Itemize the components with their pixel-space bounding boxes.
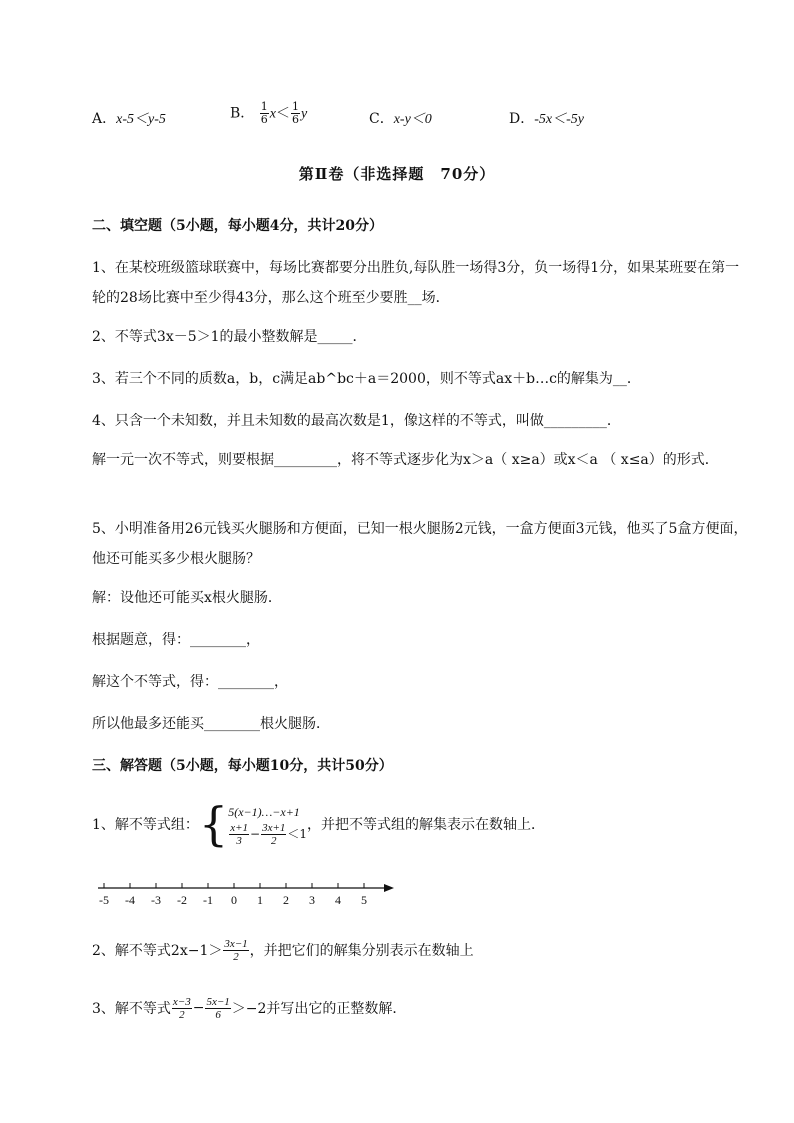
number-line-ticks [99,883,367,907]
section3-q2-fraction: $\frac{3x-1}{2}$ [224,937,248,963]
section3-q1-prefix: 1、解不等式组： [92,817,199,833]
number-line-tick-label: -2 [177,893,187,907]
number-line [92,878,402,908]
option-c-label: C． [369,111,394,127]
number-line-arrow-icon [384,884,394,892]
section2-q5-solution-2: 根据题意，得：________， [92,632,260,648]
section3-q3-fraction-1: $\frac{x-3}{2}$ [172,995,191,1021]
number-line-tick-label: -3 [151,893,161,907]
option-b-label: B． [230,105,255,122]
option-a-label: A． [92,111,117,127]
number-line-tick-label: 1 [257,893,263,907]
system-row-2 [228,822,307,847]
section3-q2-prefix: 2、解不等式2x−1＞ [92,943,223,959]
option-d [509,108,584,128]
option-c-expr: x-y＜0 [393,112,432,127]
section2-q4-line2: 解一元一次不等式，则要根据_________，将不等式逐步化为x＞a（ x≥a）或x＜a （ x≤a）的形式． [92,452,719,468]
section3-q3-prefix: 3、解不等式 [92,1001,171,1017]
option-b [230,101,307,126]
section2-q1: 1、在某校班级篮球联赛中，每场比赛都要分出胜负,每队胜一场得3分，负一场得1分，如果某班要在第一轮的28场比赛中至少得43分，那么这个班至少要胜__场． [92,260,740,306]
number-line-tick-label: -4 [125,893,135,907]
option-b-lhs-var: x [269,106,276,122]
number-line-tick-label: -1 [203,893,213,907]
section3-q3 [92,990,406,1026]
option-d-label: D． [509,111,535,127]
number-line-tick-label: 2 [283,893,289,907]
section3-heading: 三、解答题（5小题，每小题10分，共计50分） [92,758,393,774]
system-row-2-tail: ＜1 [287,826,308,841]
system-row-1: 5(x−1)…−x+1 [228,804,300,819]
option-a [92,108,166,128]
number-line-tick-label: 0 [231,893,237,907]
section3-q2 [92,932,474,968]
part-title: 第Ⅱ卷（非选择题 70分） [298,165,496,183]
brace-icon: { [198,797,229,851]
section3-q2-suffix: ，并把它们的解集分别表示在数轴上 [249,943,474,959]
option-b-op: ＜ [275,105,290,122]
section3-q3-fraction-2: $\frac{5x-1}{6}$ [206,995,230,1021]
number-line-tick-label: -5 [99,893,109,907]
system-row-2-fraction-1: $\frac{x+1}{3}$ [230,821,249,847]
number-line-tick-label: 3 [309,893,315,907]
option-a-expr: x-5＜y-5 [116,112,166,127]
option-b-fraction-2: $\frac{1}{6}$ [291,100,299,126]
option-d-expr: -5x＜-5y [534,112,584,127]
section3-q1 [92,794,545,854]
section2-q2: 2、不等式3x－5＞1的最小整数解是_____． [92,329,367,345]
section2-q5-solution-4: 所以他最多还能买________根火腿肠． [92,716,330,732]
section2-q4-line1: 4、只含一个未知数，并且未知数的最高次数是1，像这样的不等式，叫做_________． [92,413,621,429]
section2-q5-solution-1: 解：设他还可能买x根火腿肠． [92,590,282,606]
section2-q3: 3、若三个不同的质数a，b，c满足ab^bc＋a＝2000，则不等式ax＋b…c的解集为__． [92,371,641,387]
option-c [369,108,432,128]
system-row-2-minus: − [250,826,261,841]
number-line-tick-label: 4 [335,893,341,907]
section2-q5-solution-3: 解这个不等式，得：________， [92,674,288,690]
system-row-2-fraction-2: $\frac{3x+1}{2}$ [262,821,286,847]
option-b-rhs-var: y [300,106,308,122]
section2-q5: 5、小明准备用26元钱买火腿肠和方便面，已知一根火腿肠2元钱，一盒方便面3元钱，他买了5盒方便面，他还可能买多少根火腿肠？ [92,521,748,567]
option-b-fraction-1: $\frac{1}{6}$ [260,100,268,126]
inequality-system [228,802,307,847]
section3-q3-minus: − [192,1000,205,1016]
section2-heading: 二、填空题（5小题，每小题4分，共计20分） [92,218,383,234]
number-line-tick-label: 5 [361,893,367,907]
section3-q1-suffix: ，并把不等式组的解集表示在数轴上． [307,817,546,833]
section3-q3-suffix: ＞−2并写出它的正整数解． [231,1001,407,1017]
